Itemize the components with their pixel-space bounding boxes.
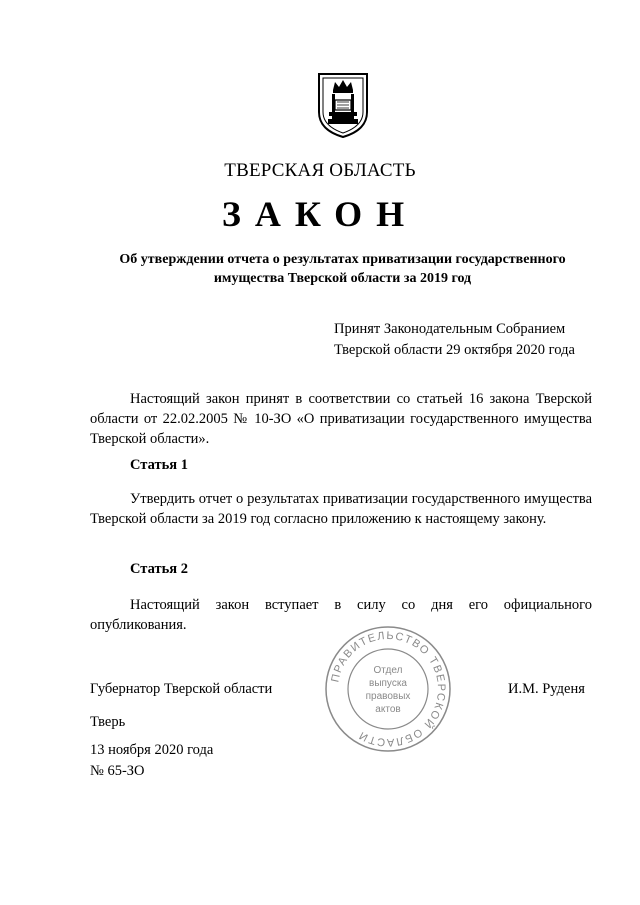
preamble: Настоящий закон принят в соответствии со статьей 16 закона Тверской области от 22.02.2005 № 10-ЗО «О приватизации государственного имущества Тверской области». [90,391,592,447]
seal-inner-line-2: выпуска [369,678,407,689]
seal-inner-line-4: актов [375,704,401,715]
law-title [90,250,595,288]
tver-coat-of-arms-icon [313,70,373,140]
law-title-line-2: имущества Тверской области за 2019 год [213,271,472,286]
region-name: ТВЕРСКАЯ ОБЛАСТЬ [224,160,416,181]
signatory-name: И.М. Руденя [508,681,585,697]
seal-inner-line-3: правовых [365,691,411,702]
law-title-line-1: Об утверждении отчета о результатах приватизации государственного [119,252,566,267]
seal-outer-text: ПРАВИТЕЛЬСТВО ТВЕРСКОЙ ОБЛАСТИ [329,629,448,749]
official-seal [324,625,452,753]
signatory-position: Губернатор Тверской области [90,681,273,697]
signing-city: Тверь [90,714,126,730]
signing-date: 13 ноября 2020 года [90,742,214,758]
article-2-heading: Статья 2 [130,561,188,577]
article-2-text: Настоящий закон вступает в силу со дня его официального опубликования. [90,597,592,633]
article-1-text: Утвердить отчет о результатах приватизации государственного имущества Тверской области за 2019 год согласно приложению к настоящему закону. [90,491,592,527]
article-1-heading: Статья 1 [130,457,188,473]
adoption-line-2: Тверской области 29 октября 2020 года [334,342,575,358]
law-number: № 65-ЗО [90,763,145,779]
adoption-line-1: Принят Законодательным Собранием [334,321,566,337]
adoption-note [334,319,575,361]
document-type: ЗАКОН [221,194,419,234]
seal-inner-line-1: Отдел [373,665,403,676]
